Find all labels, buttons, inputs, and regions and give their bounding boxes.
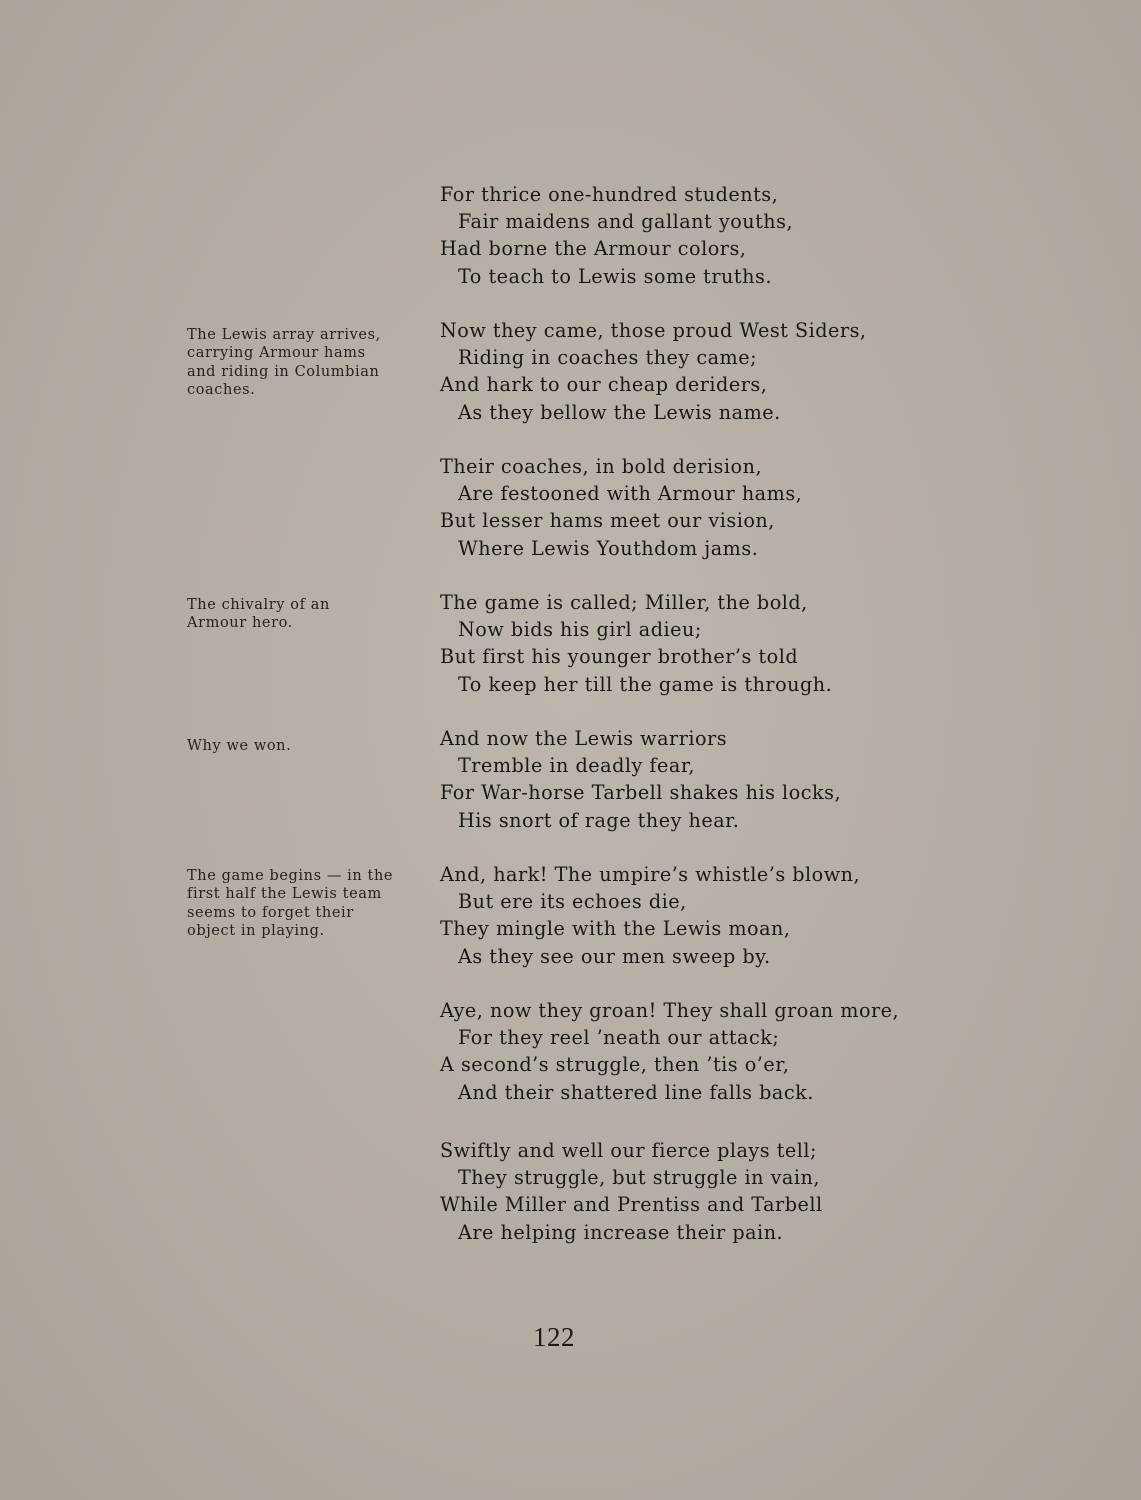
poem-stanza-1: [440, 181, 1000, 290]
poem-stanza-8: [440, 1137, 1000, 1246]
poem-stanza-3: [440, 453, 1000, 562]
margin-note-line: first half the Lewis team: [187, 886, 382, 903]
poem-line: Are helping increase their pain.: [458, 1220, 784, 1244]
margin-note-line: The Lewis array arrives,: [187, 327, 381, 343]
margin-note-chivalry: [187, 596, 397, 633]
poem-stanza-7: [440, 997, 1000, 1106]
poem-line: For they reel ’neath our attack;: [458, 1026, 780, 1050]
poem-stanza-2: [440, 317, 1000, 426]
poem-line: Are festooned with Armour hams,: [458, 482, 803, 506]
margin-note-line: The chivalry of an: [187, 597, 330, 613]
margin-note-arrival: [187, 326, 397, 399]
poem-stanza-4: [440, 589, 1000, 698]
margin-note-line: coaches.: [187, 381, 256, 398]
margin-note-line: and riding in Columbian: [187, 363, 380, 380]
poem-line: Aye, now they groan! They shall groan more,: [440, 999, 900, 1022]
margin-note-line: object in playing.: [187, 922, 325, 939]
poem-line: For thrice one-hundred students,: [440, 183, 779, 206]
poem-line: To keep her till the game is through.: [458, 672, 833, 696]
poem-line: To teach to Lewis some truths.: [458, 264, 772, 288]
poem-line: Tremble in deadly fear,: [458, 754, 695, 778]
margin-note-game-begins: [187, 867, 397, 940]
poem-line: They mingle with the Lewis moan,: [440, 917, 791, 941]
poem-line: But lesser hams meet our vision,: [440, 509, 775, 533]
poem-line: The game is called; Miller, the bold,: [440, 591, 808, 614]
page-number: 122: [533, 1322, 575, 1352]
poem-line: Fair maidens and gallant youths,: [458, 210, 794, 234]
poem-line: Their coaches, in bold derision,: [440, 455, 763, 478]
poem-line: Now bids his girl adieu;: [458, 618, 702, 642]
poem-line: His snort of rage they hear.: [458, 808, 740, 832]
poem-line: But ere its echoes die,: [458, 890, 687, 914]
poem-line: Where Lewis Youthdom jams.: [458, 536, 759, 560]
margin-note-why-won: [187, 737, 397, 755]
poem-line: Had borne the Armour colors,: [440, 237, 747, 261]
margin-note-line: Armour hero.: [187, 615, 293, 632]
poem-line: While Miller and Prentiss and Tarbell: [440, 1193, 823, 1217]
poem-line: And hark to our cheap deriders,: [440, 373, 768, 397]
poem-line: For War-horse Tarbell shakes his locks,: [440, 781, 842, 805]
poem-line: But first his younger brother’s told: [440, 645, 799, 669]
poem-line: And, hark! The umpire’s whistle’s blown,: [440, 863, 861, 886]
poem-line: Now they came, those proud West Siders,: [440, 319, 867, 342]
poem-line: As they bellow the Lewis name.: [458, 400, 781, 424]
poem-stanza-6: [440, 861, 1000, 970]
margin-note-line: seems to forget their: [187, 904, 354, 921]
poem-line: And their shattered line falls back.: [458, 1080, 814, 1104]
poem-line: As they see our men sweep by.: [458, 944, 771, 968]
poem-line: Swiftly and well our fierce plays tell;: [440, 1139, 818, 1162]
margin-note-line: The game begins — in the: [187, 868, 394, 884]
margin-note-line: Why we won.: [187, 738, 292, 754]
poem-line: Riding in coaches they came;: [458, 346, 758, 370]
poem-stanza-5: [440, 725, 1000, 834]
poem-line: And now the Lewis warriors: [440, 727, 728, 750]
margin-note-line: carrying Armour hams: [187, 345, 366, 362]
poem-line: A second’s struggle, then ’tis o’er,: [440, 1053, 790, 1077]
poem-line: They struggle, but struggle in vain,: [458, 1166, 820, 1190]
